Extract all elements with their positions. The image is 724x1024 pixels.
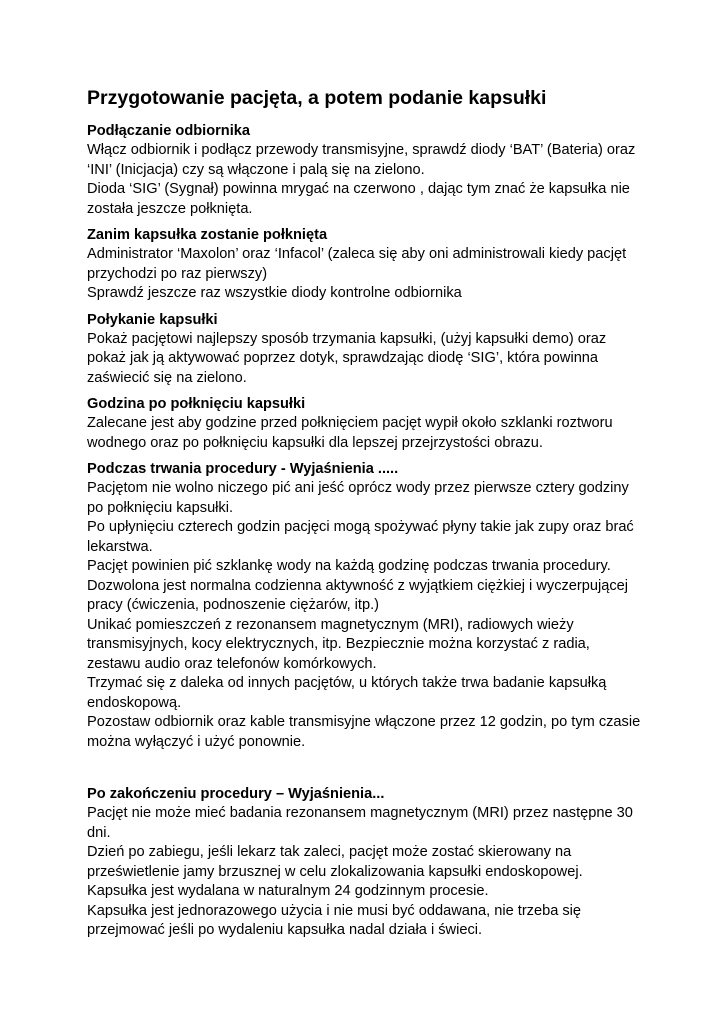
paragraph: Po upłynięciu czterech godzin pacjęci mogą spożywać płyny takie jak zupy oraz brać lekarstwa.	[87, 519, 634, 555]
section-heading: Podczas trwania procedury - Wyjaśnienia .....	[87, 461, 399, 477]
paragraph: Zalecane jest aby godzine przed połknięciem pacjęt wypił około szklanki roztworu wodnego oraz po połknięciu kapsułki dla lepszej przejrzystości obrazu.	[87, 415, 613, 451]
paragraph: Sprawdź jeszcze raz wszystkie diody kontrolne odbiornika	[87, 285, 462, 301]
paragraph: Dozwolona jest normalna codzienna aktywność z wyjątkiem ciężkiej i wyczerpującej pracy (ćwiczenia, podnoszenie ciężarów, itp.)	[87, 577, 629, 613]
paragraph: Dzień po zabiegu, jeśli lekarz tak zaleci, pacjęt może zostać skierowany na prześwietlenie jamy brzusznej w celu zlokalizowania kapsułki endoskopowej.	[87, 844, 583, 880]
section-after-procedure	[87, 784, 647, 941]
paragraph: Pacjęt nie może mieć badania rezonansem magnetycznym (MRI) przez następne 30 dni.	[87, 805, 633, 841]
document-title: Przygotowanie pacjęta, a potem podanie kapsułki	[87, 87, 547, 109]
section-during-procedure	[87, 459, 647, 752]
paragraph: Pacjętom nie wolno niczego pić ani jeść oprócz wody przez pierwsze cztery godziny po połknięciu kapsułki.	[87, 480, 629, 516]
blank-line	[87, 758, 647, 784]
section-heading: Godzina po połknięciu kapsułki	[87, 396, 306, 412]
section-swallowing	[87, 310, 647, 389]
section-hour-after	[87, 394, 647, 453]
section-before-swallowing	[87, 225, 647, 304]
section-heading: Po zakończeniu procedury – Wyjaśnienia...	[87, 786, 385, 802]
document-page	[87, 86, 647, 947]
paragraph: Pozostaw odbiornik oraz kable transmisyjne włączone przez 12 godzin, po tym czasie można wyłączyć i użyć ponownie.	[87, 714, 641, 750]
section-heading: Podłączanie odbiornika	[87, 123, 250, 139]
paragraph: Kapsułka jest jednorazowego użycia i nie musi być oddawana, nie trzeba się przejmować jeśli po wydaleniu kapsułka nadal działa i świeci.	[87, 902, 582, 938]
paragraph: Dioda ‘SIG’ (Sygnał) powinna mrygać na czerwono , dając tym znać że kapsułka nie została jeszcze połknięta.	[87, 181, 630, 217]
paragraph: Pokaż pacjętowi najlepszy sposób trzymania kapsułki, (użyj kapsułki demo) oraz pokaż jak ją aktywować poprzez dotyk, sprawdzając diodę ‘SIG’, która powinna zaświecić się na zielono.	[87, 330, 607, 386]
paragraph: Trzymać się z daleka od innych pacjętów, u których także trwa badanie kapsułką endoskopową.	[87, 675, 607, 711]
paragraph: Kapsułka jest wydalana w naturalnym 24 godzinnym procesie.	[87, 883, 489, 899]
section-heading: Zanim kapsułka zostanie połknięta	[87, 227, 328, 243]
paragraph: Administrator ‘Maxolon’ oraz ‘Infacol’ (zaleca się aby oni administrowali kiedy pacjęt przychodzi po raz pierwszy)	[87, 246, 627, 282]
paragraph: Pacjęt powinien pić szklankę wody na każdą godzinę podczas trwania procedury.	[87, 558, 611, 574]
section-heading: Połykanie kapsułki	[87, 311, 218, 328]
section-connecting-receiver	[87, 121, 647, 219]
paragraph: Unikać pomieszczeń z rezonansem magnetycznym (MRI), radiowych wieży transmisyjnych, kocy elektrycznych, itp. Bezpiecznie można korzystać z radia, zestawu audio oraz telefonów komórkowych.	[87, 616, 590, 672]
paragraph: Włącz odbiornik i podłącz przewody transmisyjne, sprawdź diody ‘BAT’ (Bateria) oraz ‘INI’ (Inicjacja) czy są włączone i palą się na zielono.	[87, 142, 636, 178]
